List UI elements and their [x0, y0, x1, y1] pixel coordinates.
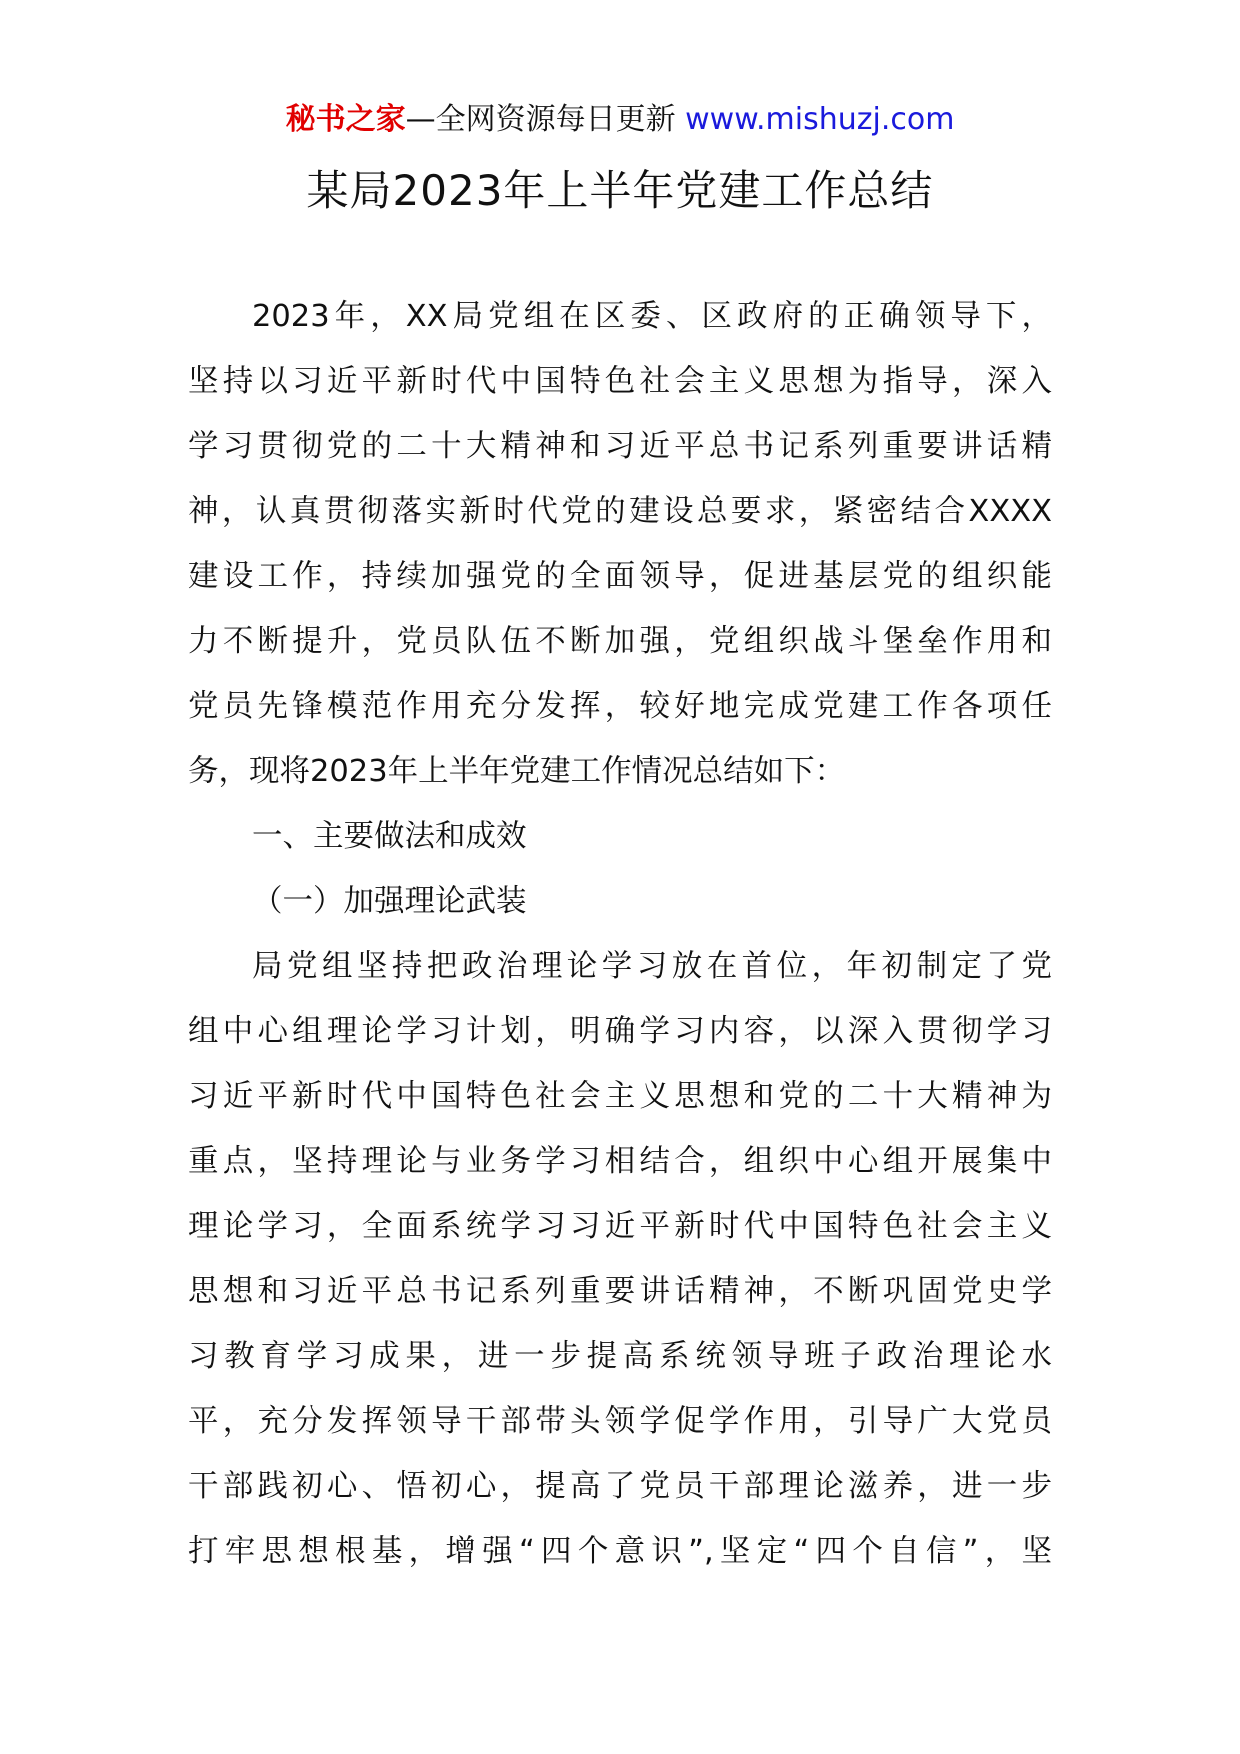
paragraph-theory-line: 组中心组理论学习计划，明确学习内容，以深入贯彻学习 [188, 1014, 1052, 1049]
site-url-link[interactable]: www.mishuzj.com [685, 102, 955, 137]
paragraph-theory-line: 习教育学习成果，进一步提高系统领导班子政治理论水 [188, 1339, 1052, 1374]
paragraph-intro-line: 坚持以习近平新时代中国特色社会主义思想为指导，深入 [188, 364, 1052, 399]
paragraph-theory-line: 理论学习，全面系统学习习近平新时代中国特色社会主义 [188, 1209, 1052, 1244]
paragraph-intro-line: 学习贯彻党的二十大精神和习近平总书记系列重要讲话精 [188, 429, 1052, 464]
section-heading-1: 一、主要做法和成效 [252, 819, 527, 854]
paragraph-intro-line: 2023年，XX局党组在区委、区政府的正确领导下， [252, 299, 1052, 334]
paragraph-theory-line: 局党组坚持把政治理论学习放在首位，年初制定了党 [252, 949, 1052, 984]
paragraph-intro-line: 力不断提升，党员队伍不断加强，党组织战斗堡垒作用和 [188, 624, 1052, 659]
document-title: 某局2023年上半年党建工作总结 [306, 166, 934, 215]
paragraph-intro-line: 务，现将2023年上半年党建工作情况总结如下： [188, 754, 846, 789]
header-tagline: —全网资源每日更新 [405, 102, 676, 137]
paragraph-intro-line: 党员先锋模范作用充分发挥，较好地完成党建工作各项任 [188, 689, 1052, 724]
paragraph-intro-line: 建设工作，持续加强党的全面领导，促进基层党的组织能 [188, 559, 1052, 594]
paragraph-theory-line: 习近平新时代中国特色社会主义思想和党的二十大精神为 [188, 1079, 1052, 1114]
document-body [188, 295, 1052, 1595]
paragraph-theory-line: 重点，坚持理论与业务学习相结合，组织中心组开展集中 [188, 1144, 1052, 1179]
paragraph-theory-line: 打牢思想根基，增强“四个意识”,坚定“四个自信”，坚 [188, 1534, 1052, 1569]
subsection-heading-1: （一）加强理论武装 [252, 884, 527, 919]
paragraph-intro-line: 神，认真贯彻落实新时代党的建设总要求，紧密结合XXXX [188, 494, 1052, 529]
site-header [0, 100, 1240, 140]
paragraph-theory-line: 平，充分发挥领导干部带头领学促学作用，引导广大党员 [188, 1404, 1052, 1439]
paragraph-theory-line: 干部践初心、悟初心，提高了党员干部理论滋养，进一步 [188, 1469, 1052, 1504]
paragraph-theory-line: 思想和习近平总书记系列重要讲话精神，不断巩固党史学 [188, 1274, 1052, 1309]
brand-name: 秘书之家 [285, 102, 406, 137]
